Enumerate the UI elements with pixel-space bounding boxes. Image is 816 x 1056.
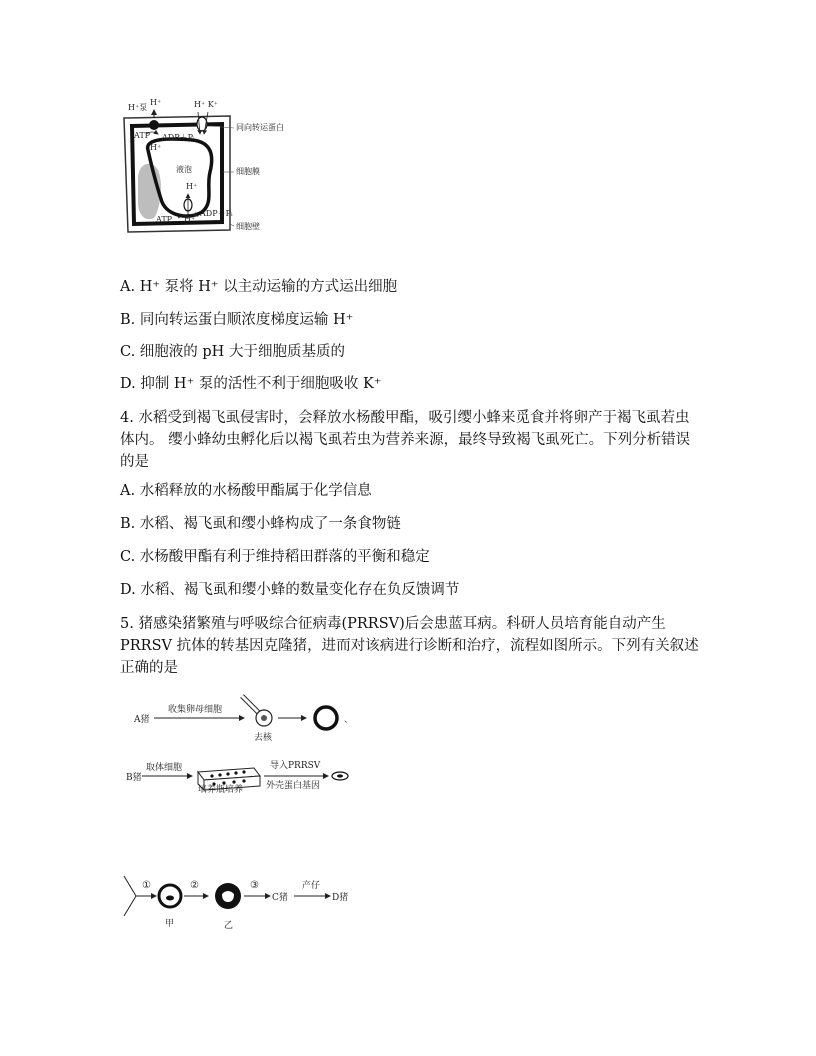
label-step2: ②	[190, 880, 199, 891]
label-pig-a: A猪	[134, 715, 150, 725]
label-h-vacuole: H⁺	[186, 182, 198, 191]
q4-option-b: B. 水稻、褐飞虱和缨小蜂构成了一条食物链	[120, 516, 401, 532]
label-yi: 乙	[224, 921, 234, 931]
label-take-cells: 取体细胞	[146, 763, 183, 773]
label-pig-d: D猪	[332, 893, 349, 903]
label-adp-top: ADP＋Pᵢ	[162, 133, 195, 142]
label-gene: 外壳蛋白基因	[266, 781, 321, 791]
q3-option-b: B. 同向转运蛋白顺浓度梯度运输 H⁺	[120, 312, 354, 328]
svg-text:、: 、	[344, 715, 354, 725]
label-atp-top: ATP	[134, 131, 151, 140]
label-h-top: H⁺	[150, 98, 162, 107]
label-pig-b: B猪	[126, 773, 142, 783]
label-h-inner-top: H⁺	[150, 143, 162, 152]
q3-option-a: A. H⁺ 泵将 H⁺ 以主动运输的方式运出细胞	[120, 279, 398, 295]
label-import: 导入PRRSV	[270, 761, 321, 771]
label-vacuole: 液泡	[176, 165, 192, 174]
label-h-pump: H⁺泵	[128, 103, 148, 112]
label-atp-bottom: ATP	[156, 215, 173, 224]
q4-option-d: D. 水稻、褐飞虱和缨小蜂的数量变化存在负反馈调节	[120, 582, 460, 598]
label-h-k: H⁺ K⁺	[194, 100, 218, 109]
label-h-bottom: H⁺	[184, 215, 196, 224]
label-jia: 甲	[165, 919, 175, 929]
cell-transport-figure	[118, 98, 308, 238]
label-cell-wall: 细胞壁	[236, 222, 260, 231]
q5-stem: 5. 猪感染猪繁殖与呼吸综合征病毒(PRRSV)后会患蓝耳病。科研人员培育能自动产生 PRRSV 抗体的转基因克隆猪，进而对该病进行诊断和治疗，流程如图所示。下列有关叙述正确的是	[120, 616, 699, 676]
h-pump-top	[149, 120, 159, 130]
label-adp-bottom: ADP＋Pᵢ	[200, 209, 233, 218]
label-collect: 收集卵母细胞	[168, 705, 223, 715]
q4-stem: 4. 水稻受到褐飞虱侵害时，会释放水杨酸甲酯，吸引缨小蜂来觅食并将卵产于褐飞虱若虫体内。 缨小蜂幼虫孵化后以褐飞虱若虫为营养来源，最终导致褐飞虱死亡。下列分析错误的是	[120, 410, 691, 470]
q3-option-c: C. 细胞液的 pH 大于细胞质基质的	[120, 344, 345, 360]
label-pig-c: C猪	[272, 893, 288, 903]
cloning-flow-figure	[120, 686, 360, 796]
q4-option-a: A. 水稻释放的水杨酸甲酯属于化学信息	[120, 483, 372, 499]
label-cell-membrane: 细胞膜	[236, 167, 260, 176]
q4-option-c: C. 水杨酸甲酯有利于维持稻田群落的平衡和稳定	[120, 549, 430, 565]
label-birth: 产仔	[302, 881, 321, 891]
label-step1: ①	[142, 880, 151, 891]
label-symporter: 同向转运蛋白	[236, 123, 284, 132]
q3-option-d: D. 抑制 H⁺ 泵的活性不利于细胞吸收 K⁺	[120, 376, 382, 392]
label-culture-text: 培养瓶培养	[198, 785, 244, 795]
label-step3: ③	[250, 880, 259, 891]
label-enucleate: 去核	[254, 733, 273, 743]
nuclear-transfer-figure	[118, 868, 358, 940]
enucleated-oocyte	[315, 707, 337, 729]
enucleation-needle-icon	[242, 696, 272, 726]
